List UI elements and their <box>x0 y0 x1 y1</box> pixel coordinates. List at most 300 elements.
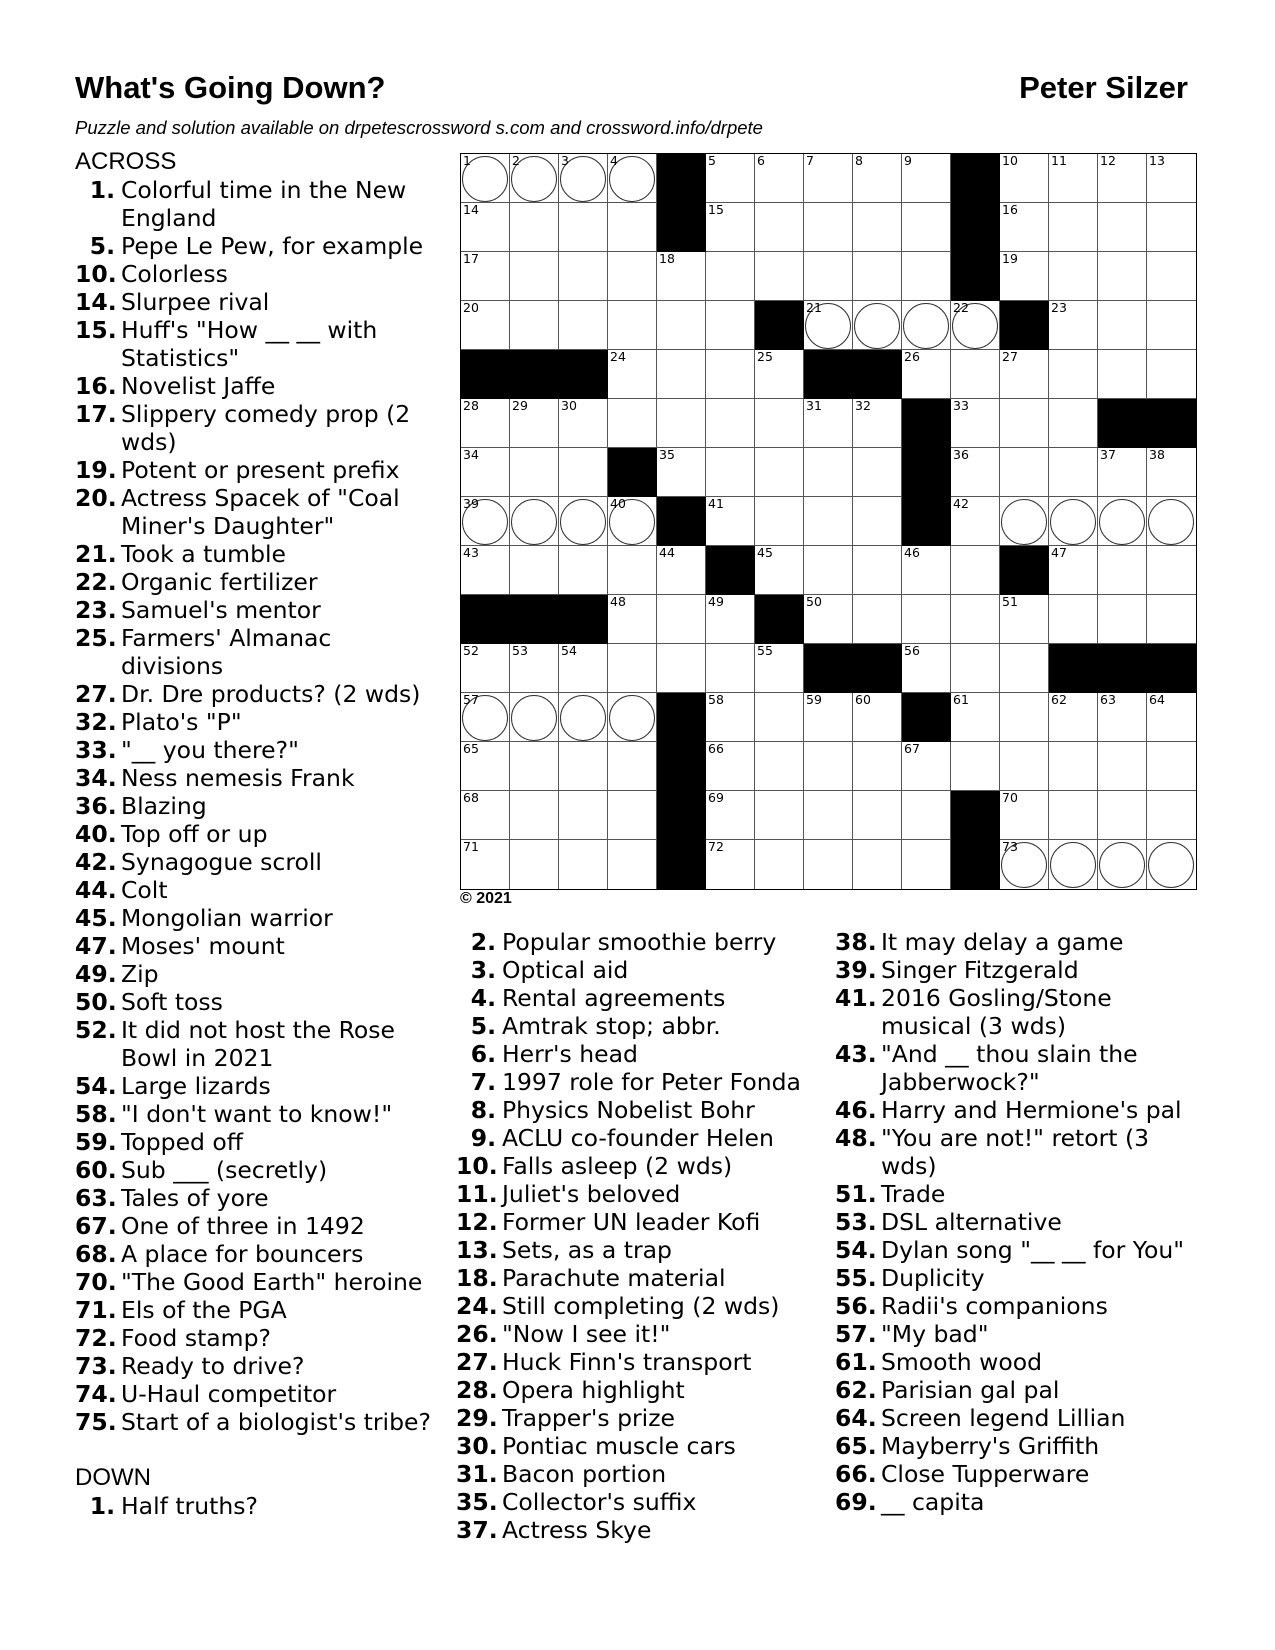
clue-text: Rental agreements <box>502 984 726 1012</box>
cell-number: 11 <box>1051 153 1067 168</box>
cell-number: 56 <box>904 643 920 658</box>
clue-number: 40. <box>75 820 117 848</box>
clue-text: 2016 Gosling/Stone musical (3 wds) <box>881 984 1112 1040</box>
grid-cell <box>608 301 657 350</box>
cell-number: 68 <box>463 790 479 805</box>
clue-text: Parachute material <box>502 1264 726 1292</box>
cell-number: 28 <box>463 398 479 413</box>
clue-number: 67. <box>75 1212 117 1240</box>
clue-number: 75. <box>75 1408 117 1436</box>
grid-cell <box>1000 644 1049 693</box>
down-clue <box>456 1488 826 1516</box>
circle-marker <box>854 303 900 349</box>
grid-cell <box>706 742 755 791</box>
clue-text: Popular smoothie berry <box>502 928 777 956</box>
across-clue <box>75 372 440 400</box>
clue-text: Still completing (2 wds) <box>502 1292 780 1320</box>
cell-number: 37 <box>1100 447 1116 462</box>
across-clue <box>75 596 440 624</box>
grid-cell <box>951 350 1000 399</box>
clue-text: Samuel's mentor <box>121 596 321 624</box>
across-clue <box>75 792 440 820</box>
grid-cell <box>1000 840 1049 889</box>
clue-number: 25. <box>75 624 117 652</box>
across-clue <box>75 764 440 792</box>
grid-cell <box>853 399 902 448</box>
grid-cell <box>1098 693 1147 742</box>
clue-text: One of three in 1492 <box>121 1212 365 1240</box>
clue-number: 57. <box>835 1320 877 1348</box>
black-square <box>657 840 706 889</box>
down-clue <box>835 1236 1200 1264</box>
across-clue <box>75 176 440 232</box>
grid-cell <box>1098 742 1147 791</box>
clue-number: 4. <box>470 984 496 1012</box>
cell-number: 60 <box>855 692 871 707</box>
grid-cell <box>1147 252 1196 301</box>
grid-cell <box>804 154 853 203</box>
black-square <box>1098 644 1147 693</box>
clue-text: Singer Fitzgerald <box>881 956 1079 984</box>
clue-number: 1. <box>89 1492 115 1520</box>
clue-text: Moses' mount <box>121 932 285 960</box>
clue-text: "I don't want to know!" <box>121 1100 393 1128</box>
clue-number: 36. <box>75 792 117 820</box>
clue-text: Screen legend Lillian <box>881 1404 1126 1432</box>
grid-cell <box>1147 203 1196 252</box>
black-square <box>1098 399 1147 448</box>
clue-number: 10. <box>75 260 117 288</box>
grid-cell <box>608 399 657 448</box>
clue-text: Ready to drive? <box>121 1352 305 1380</box>
grid-cell <box>1049 350 1098 399</box>
grid-cell <box>559 203 608 252</box>
clue-number: 21. <box>75 540 117 568</box>
grid-cell <box>804 742 853 791</box>
grid-cell <box>1000 399 1049 448</box>
down-clue <box>835 1432 1200 1460</box>
down-clue <box>835 1264 1200 1292</box>
cell-number: 4 <box>610 153 618 168</box>
clue-number: 15. <box>75 316 117 344</box>
down-clue <box>456 1180 826 1208</box>
across-clue <box>75 876 440 904</box>
grid-cell <box>461 546 510 595</box>
circle-marker <box>511 695 557 741</box>
grid-cell <box>1147 791 1196 840</box>
clue-number: 38. <box>835 928 877 956</box>
clue-text: Ness nemesis Frank <box>121 764 355 792</box>
cell-number: 63 <box>1100 692 1116 707</box>
grid-cell <box>559 448 608 497</box>
cell-number: 13 <box>1149 153 1165 168</box>
black-square <box>1000 546 1049 595</box>
grid-cell <box>853 448 902 497</box>
clue-text: Actress Spacek of "Coal Miner's Daughter" <box>121 484 400 540</box>
cell-number: 19 <box>1002 251 1018 266</box>
circle-marker <box>511 499 557 545</box>
clue-text: __ capita <box>881 1488 985 1516</box>
clue-number: 29. <box>456 1404 498 1432</box>
grid-cell <box>902 742 951 791</box>
grid-cell <box>853 203 902 252</box>
grid-cell <box>1098 301 1147 350</box>
down-clue <box>456 1096 826 1124</box>
cell-number: 38 <box>1149 447 1165 462</box>
grid-cell <box>559 252 608 301</box>
clue-text: Close Tupperware <box>881 1460 1090 1488</box>
grid-cell <box>706 252 755 301</box>
crossword-grid <box>460 153 1197 890</box>
clue-number: 16. <box>75 372 117 400</box>
across-clue-list <box>75 176 440 1436</box>
cell-number: 54 <box>561 643 577 658</box>
circle-marker <box>1001 499 1047 545</box>
cell-number: 70 <box>1002 790 1018 805</box>
across-clue <box>75 1212 440 1240</box>
grid-cell <box>510 644 559 693</box>
across-clue <box>75 708 440 736</box>
across-clue <box>75 736 440 764</box>
clue-text: Smooth wood <box>881 1348 1043 1376</box>
across-clue <box>75 1016 440 1072</box>
clue-text: Start of a biologist's tribe? <box>121 1408 431 1436</box>
clue-number: 37. <box>456 1516 498 1544</box>
grid-cell <box>706 350 755 399</box>
down-heading: DOWN <box>75 1464 151 1491</box>
cell-number: 30 <box>561 398 577 413</box>
clue-number: 33. <box>75 736 117 764</box>
black-square <box>804 350 853 399</box>
cell-number: 22 <box>953 300 969 315</box>
down-clue <box>456 928 826 956</box>
clue-text: Falls asleep (2 wds) <box>502 1152 733 1180</box>
grid-cell <box>853 546 902 595</box>
clue-number: 45. <box>75 904 117 932</box>
clue-text: Tales of yore <box>121 1184 269 1212</box>
grid-cell <box>510 154 559 203</box>
circle-marker <box>1099 499 1145 545</box>
grid-cell <box>1000 595 1049 644</box>
clue-text: Half truths? <box>121 1492 258 1520</box>
black-square <box>1147 644 1196 693</box>
clue-text: Took a tumble <box>121 540 286 568</box>
grid-cell <box>755 154 804 203</box>
grid-cell <box>510 399 559 448</box>
grid-cell <box>608 497 657 546</box>
grid-cell <box>902 791 951 840</box>
grid-cell <box>1098 350 1147 399</box>
clue-text: Organic fertilizer <box>121 568 318 596</box>
grid-cell <box>461 252 510 301</box>
grid-cell <box>706 154 755 203</box>
clue-text: Radii's companions <box>881 1292 1108 1320</box>
cell-number: 45 <box>757 545 773 560</box>
black-square <box>853 644 902 693</box>
grid-cell <box>1098 497 1147 546</box>
grid-cell <box>608 154 657 203</box>
grid-cell <box>1098 840 1147 889</box>
grid-cell <box>1098 448 1147 497</box>
clue-number: 50. <box>75 988 117 1016</box>
across-clue <box>75 988 440 1016</box>
cell-number: 49 <box>708 594 724 609</box>
black-square <box>755 595 804 644</box>
black-square <box>657 497 706 546</box>
down-clue <box>456 956 826 984</box>
cell-number: 27 <box>1002 349 1018 364</box>
cell-number: 2 <box>512 153 520 168</box>
cell-number: 39 <box>463 496 479 511</box>
clue-number: 26. <box>456 1320 498 1348</box>
grid-cell <box>657 301 706 350</box>
across-clue <box>75 1240 440 1268</box>
grid-cell <box>853 595 902 644</box>
cell-number: 55 <box>757 643 773 658</box>
clue-number: 74. <box>75 1380 117 1408</box>
grid-cell <box>461 497 510 546</box>
cell-number: 6 <box>757 153 765 168</box>
cell-number: 72 <box>708 839 724 854</box>
clue-number: 59. <box>75 1128 117 1156</box>
clue-number: 3. <box>470 956 496 984</box>
grid-cell <box>804 497 853 546</box>
grid-cell <box>755 448 804 497</box>
clue-number: 28. <box>456 1376 498 1404</box>
down-clue <box>456 1320 826 1348</box>
black-square <box>1049 644 1098 693</box>
grid-cell <box>1049 595 1098 644</box>
clue-number: 56. <box>835 1292 877 1320</box>
across-clue <box>75 1184 440 1212</box>
grid-cell <box>559 742 608 791</box>
grid-cell <box>951 693 1000 742</box>
clue-text: "You are not!" retort (3 wds) <box>881 1124 1150 1180</box>
clue-text: "__ you there?" <box>121 736 299 764</box>
clue-number: 47. <box>75 932 117 960</box>
grid-cell <box>804 301 853 350</box>
black-square <box>804 644 853 693</box>
down-clue <box>456 1124 826 1152</box>
cell-number: 32 <box>855 398 871 413</box>
clue-number: 2. <box>470 928 496 956</box>
grid-cell <box>706 399 755 448</box>
clue-number: 44. <box>75 876 117 904</box>
cell-number: 34 <box>463 447 479 462</box>
circle-marker <box>560 695 606 741</box>
grid-cell <box>755 693 804 742</box>
grid-cell <box>755 350 804 399</box>
grid-cell <box>706 595 755 644</box>
clue-number: 22. <box>75 568 117 596</box>
grid-cell <box>902 840 951 889</box>
down-clue <box>456 1040 826 1068</box>
grid-cell <box>510 693 559 742</box>
grid-cell <box>1147 154 1196 203</box>
cell-number: 5 <box>708 153 716 168</box>
grid-cell <box>1147 742 1196 791</box>
black-square <box>755 301 804 350</box>
across-clue <box>75 400 440 456</box>
down-clue <box>456 1432 826 1460</box>
clue-number: 51. <box>835 1180 877 1208</box>
grid-cell <box>559 301 608 350</box>
across-clue <box>75 1380 440 1408</box>
clue-number: 54. <box>835 1236 877 1264</box>
cell-number: 42 <box>953 496 969 511</box>
clue-text: "Now I see it!" <box>502 1320 671 1348</box>
clue-text: Amtrak stop; abbr. <box>502 1012 721 1040</box>
grid-cell <box>1049 301 1098 350</box>
grid-cell <box>1049 497 1098 546</box>
cell-number: 43 <box>463 545 479 560</box>
across-clue <box>75 680 440 708</box>
clue-number: 71. <box>75 1296 117 1324</box>
grid-cell <box>461 154 510 203</box>
across-clue <box>75 316 440 372</box>
down-clue <box>835 1292 1200 1320</box>
clue-text: Optical aid <box>502 956 629 984</box>
down-clue <box>835 1208 1200 1236</box>
grid-cell <box>1049 791 1098 840</box>
grid-cell <box>1049 252 1098 301</box>
grid-cell <box>657 350 706 399</box>
clue-number: 48. <box>835 1124 877 1152</box>
cell-number: 25 <box>757 349 773 364</box>
black-square <box>951 154 1000 203</box>
grid-cell <box>951 644 1000 693</box>
grid-cell <box>608 350 657 399</box>
grid-cell <box>510 546 559 595</box>
clue-text: Trade <box>881 1180 946 1208</box>
grid-cell <box>608 840 657 889</box>
grid-cell <box>755 791 804 840</box>
grid-cell <box>1098 252 1147 301</box>
grid-cell <box>461 448 510 497</box>
grid-cell <box>1000 693 1049 742</box>
clue-number: 64. <box>835 1404 877 1432</box>
clue-text: It may delay a game <box>881 928 1124 956</box>
down-clue <box>456 1152 826 1180</box>
clue-text: Harry and Hermione's pal <box>881 1096 1182 1124</box>
down-clue <box>835 1180 1200 1208</box>
grid-cell <box>559 693 608 742</box>
grid-cell <box>608 791 657 840</box>
clue-number: 17. <box>75 400 117 428</box>
black-square <box>902 399 951 448</box>
grid-cell <box>951 595 1000 644</box>
down-clue <box>456 1404 826 1432</box>
black-square <box>706 546 755 595</box>
cell-number: 73 <box>1002 839 1018 854</box>
clue-number: 35. <box>456 1488 498 1516</box>
across-clue <box>75 1324 440 1352</box>
clue-number: 70. <box>75 1268 117 1296</box>
black-square <box>657 693 706 742</box>
cell-number: 64 <box>1149 692 1165 707</box>
cell-number: 41 <box>708 496 724 511</box>
black-square <box>951 840 1000 889</box>
grid-cell <box>804 252 853 301</box>
clue-number: 60. <box>75 1156 117 1184</box>
grid-cell <box>1098 546 1147 595</box>
black-square <box>1000 301 1049 350</box>
grid-cell <box>1000 252 1049 301</box>
grid-cell <box>510 203 559 252</box>
across-clue <box>75 1128 440 1156</box>
grid-cell <box>461 301 510 350</box>
grid-cell <box>902 203 951 252</box>
clue-text: Huff's "How __ __ with Statistics" <box>121 316 378 372</box>
across-clue <box>75 1352 440 1380</box>
circle-marker <box>609 695 655 741</box>
grid-cell <box>853 693 902 742</box>
clue-number: 20. <box>75 484 117 512</box>
grid-cell <box>608 595 657 644</box>
grid-cell <box>461 399 510 448</box>
clue-text: DSL alternative <box>881 1208 1062 1236</box>
grid-cell <box>510 252 559 301</box>
black-square <box>853 350 902 399</box>
grid-cell <box>559 546 608 595</box>
clue-number: 5. <box>89 232 115 260</box>
grid-cell <box>804 693 853 742</box>
black-square <box>559 595 608 644</box>
grid-cell <box>951 448 1000 497</box>
clue-text: Mayberry's Griffith <box>881 1432 1100 1460</box>
copyright-notice: © 2021 <box>460 890 512 907</box>
grid-cell <box>1147 497 1196 546</box>
cell-number: 46 <box>904 545 920 560</box>
cell-number: 59 <box>806 692 822 707</box>
grid-cell <box>1098 595 1147 644</box>
grid-cell <box>1049 693 1098 742</box>
clue-number: 14. <box>75 288 117 316</box>
grid-cell <box>755 742 804 791</box>
grid-cell <box>1049 448 1098 497</box>
circle-marker <box>1050 842 1096 888</box>
grid-cell <box>559 154 608 203</box>
clue-number: 13. <box>456 1236 498 1264</box>
across-clues <box>75 148 440 1520</box>
grid-cell <box>755 644 804 693</box>
cell-number: 62 <box>1051 692 1067 707</box>
grid-cell <box>510 497 559 546</box>
clue-number: 68. <box>75 1240 117 1268</box>
clue-number: 7. <box>470 1068 496 1096</box>
grid-cell <box>706 301 755 350</box>
grid-cell <box>853 840 902 889</box>
black-square <box>951 203 1000 252</box>
clue-number: 43. <box>835 1040 877 1068</box>
cell-number: 18 <box>659 251 675 266</box>
cell-number: 31 <box>806 398 822 413</box>
clue-text: Former UN leader Kofi <box>502 1208 761 1236</box>
grid-cell <box>1049 399 1098 448</box>
clue-text: Trapper's prize <box>502 1404 675 1432</box>
cell-number: 51 <box>1002 594 1018 609</box>
cell-number: 35 <box>659 447 675 462</box>
clue-text: Slurpee rival <box>121 288 270 316</box>
grid-cell <box>1000 350 1049 399</box>
cell-number: 29 <box>512 398 528 413</box>
clue-number: 9. <box>470 1124 496 1152</box>
clue-text: Top off or up <box>121 820 268 848</box>
cell-number: 47 <box>1051 545 1067 560</box>
grid-cell <box>755 546 804 595</box>
grid-cell <box>853 791 902 840</box>
cell-number: 61 <box>953 692 969 707</box>
